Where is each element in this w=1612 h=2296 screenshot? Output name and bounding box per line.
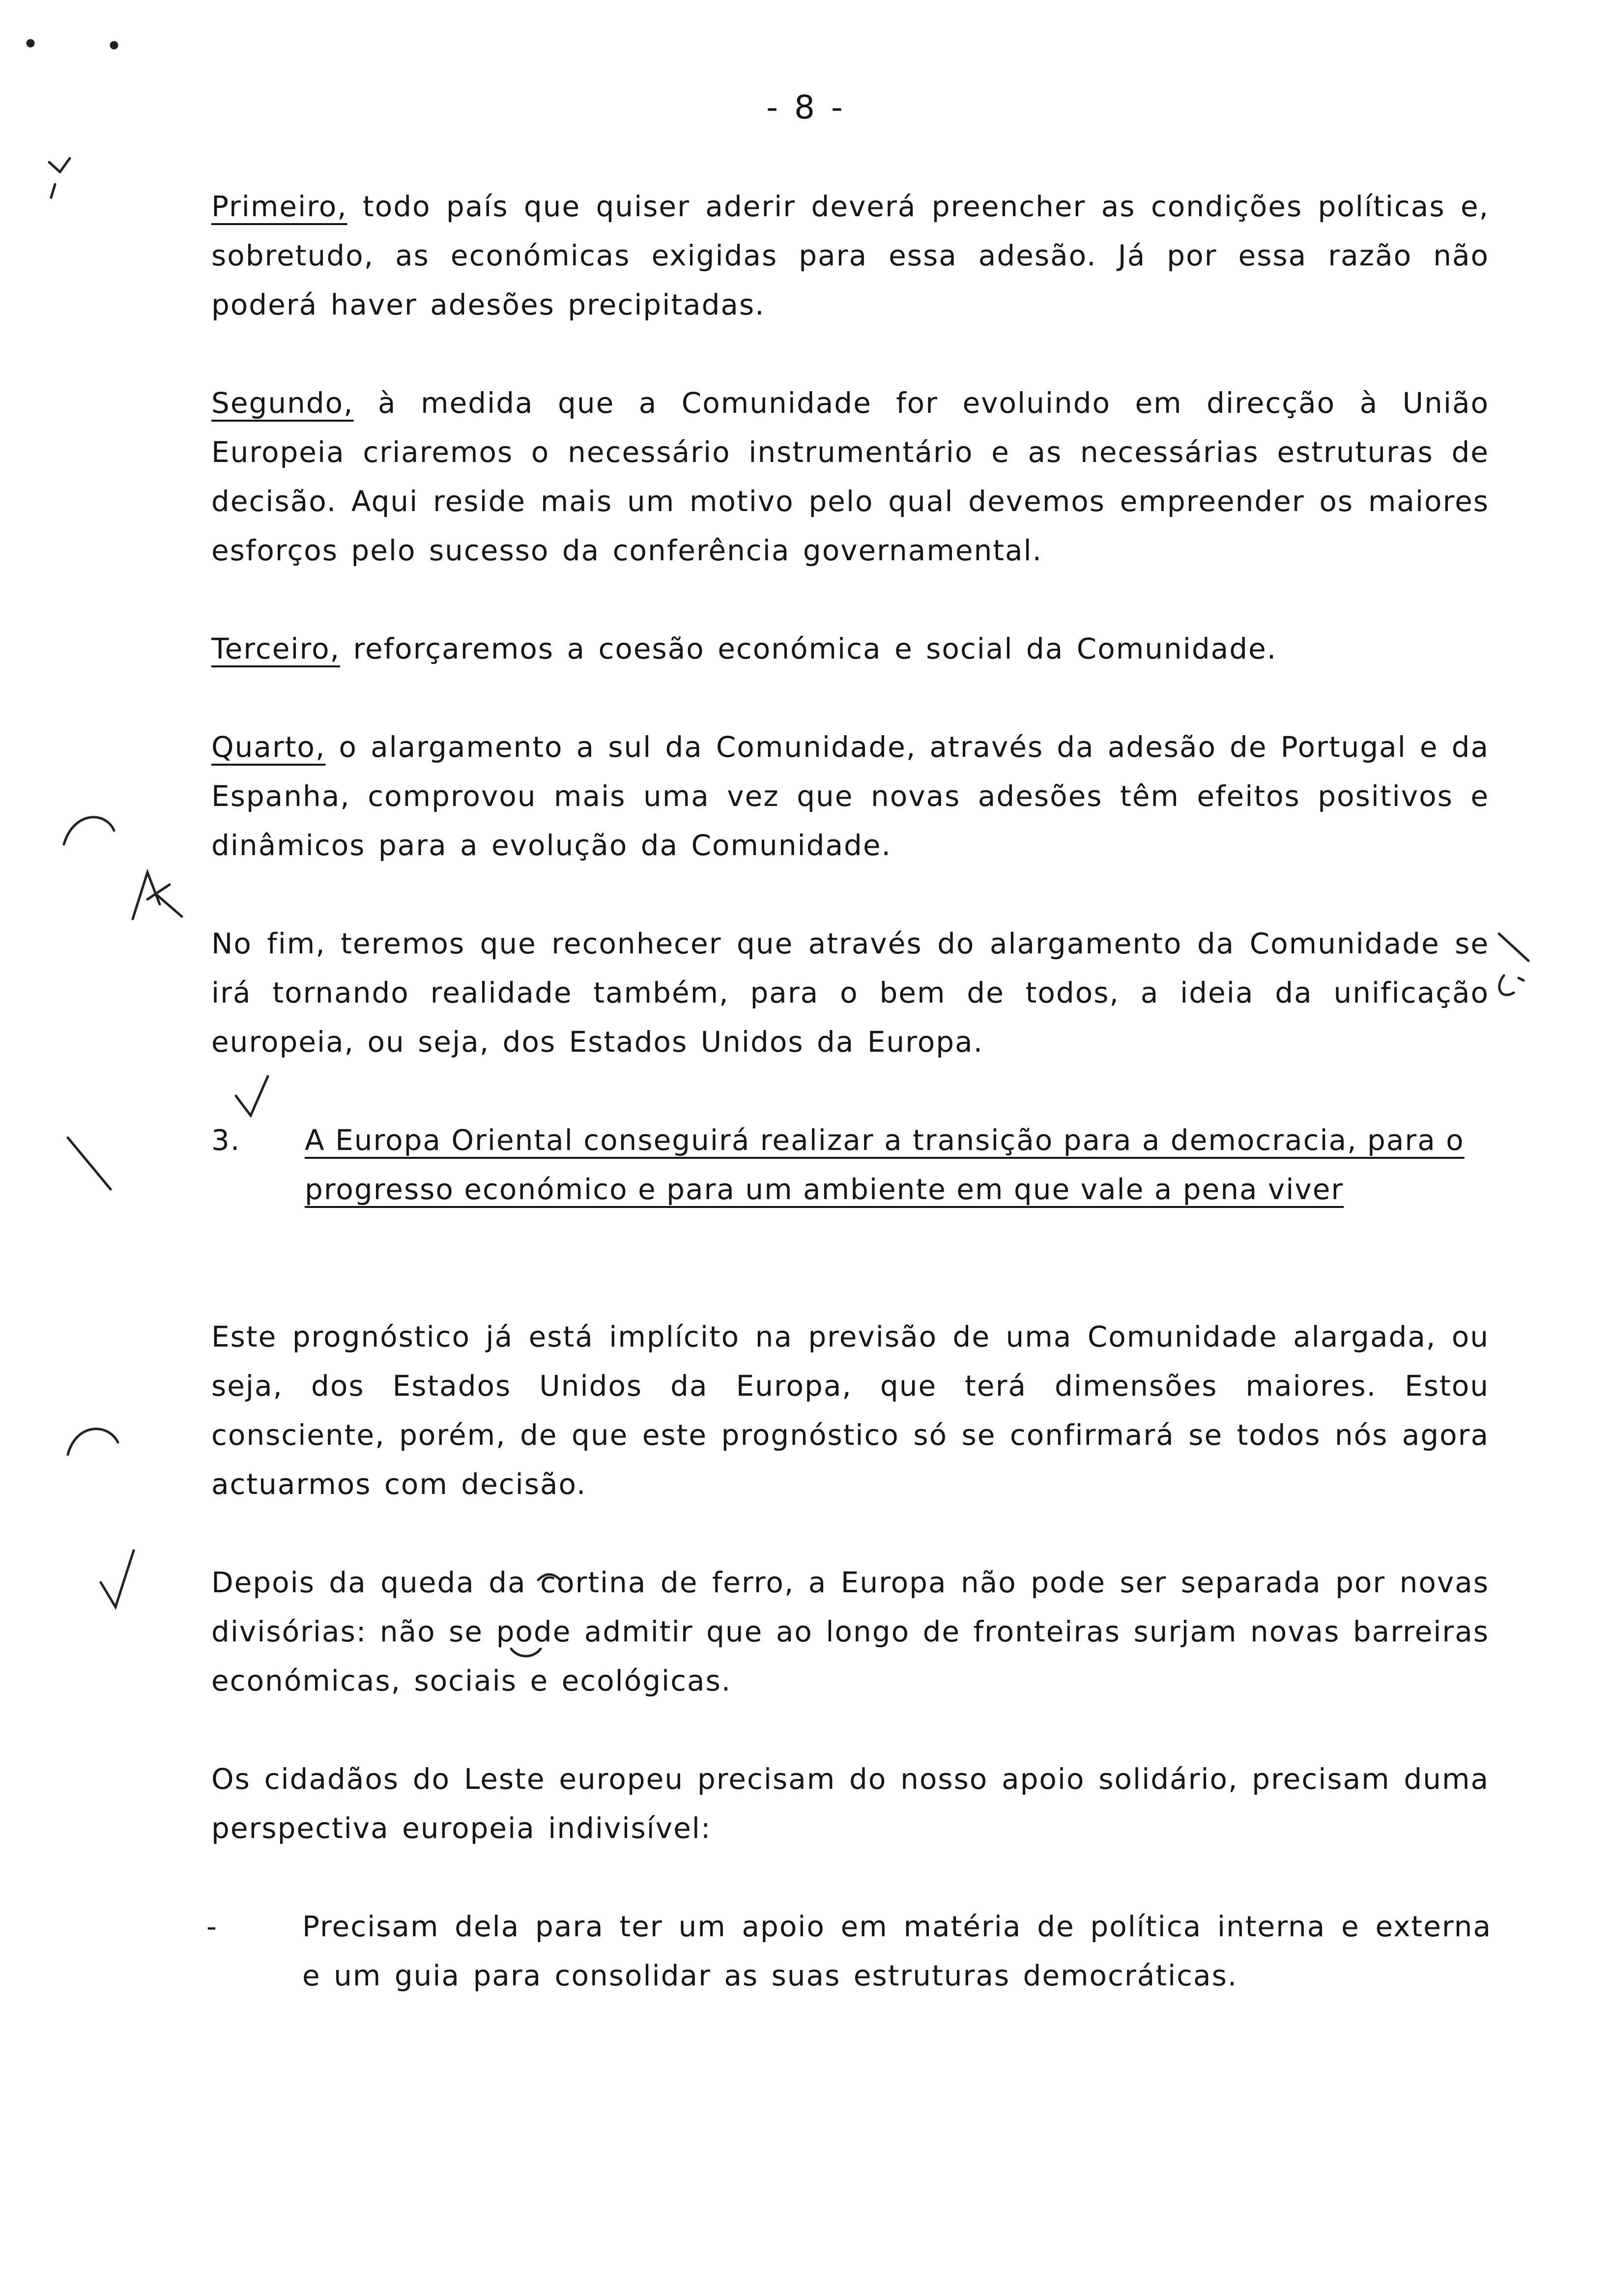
paragraph-body-prognostico: Este prognóstico já está implícito na previsão de uma Comunidade alargada, ou seja, dos Estados Unidos da Europa, que terá dimensões maiores. Estou consciente, porém, de que este prognóstico só se confirmará se todos nós agora actuarmos com decisão. [211,1320,1489,1501]
paragraph-body-no-fim: No fim, teremos que reconhecer que através do alargamento da Comunidade se irá tornando realidade também, para o bem de todos, a ideia da unificação europeia, ou seja, dos Estados Unidos da Europa. [211,927,1489,1059]
paragraph-body-quarto: o alargamento a sul da Comunidade, através da adesão de Portugal e da Espanha, comprovou mais uma vez que novas adesões têm efeitos positivos e dinâmicos para a evolução da Comunidade. [211,730,1489,862]
slash-mark-right [1499,934,1528,961]
tick-mark-top [49,158,70,198]
bullet-dash: - [206,1910,218,1943]
bracket-arc-mark-2 [68,1429,118,1455]
slash-mark-left [68,1138,111,1189]
paragraph-lead-quarto: Quarto, [211,730,326,764]
section-number: 3. [211,1123,241,1157]
caret-mark [511,1649,541,1656]
paragraph-body-terceiro: reforçaremos a coesão económica e social da Comunidade. [340,632,1277,665]
paragraph-lead-terceiro: Terceiro, [211,632,341,665]
paragraph-body-primeiro: todo país que quiser aderir deverá preencher as condições políticas e, sobretudo, as económicas exigidas para essa adesão. Já por essa razão não poderá haver adesões precipitadas. [211,190,1489,321]
overline-mark [538,1575,560,1580]
tick-mark-section [236,1076,268,1116]
check-mark [101,1550,134,1607]
paragraph-body-cidadaos: Os cidadãos do Leste europeu precisam do nosso apoio solidário, precisam duma perspectiva europeia indivisível: [211,1762,1489,1845]
page-number: - 8 - [766,88,846,126]
paragraph-body-segundo: à medida que a Comunidade for evoluindo em direcção à União Europeia criaremos o necessário instrumentário e as necessárias estruturas de decisão. Aqui reside mais um motivo pelo qual devemos empreender os maiores esforços pelo sucesso da conferência governamental. [211,386,1489,567]
bracket-arc-mark [64,817,114,844]
bullet-text: Precisam dela para ter um apoio em matéria de política interna e externa e um guia para consolidar as suas estruturas democráticas. [302,1910,1492,1992]
scan-dot-mark [28,40,33,46]
margin-symbol-mark [133,872,182,919]
scan-dot-mark-2 [111,42,117,48]
section-title: A Europa Oriental conseguirá realizar a transição para a democracia, para o progresso económico e para um ambiente em que vale a pena viver [305,1123,1465,1206]
paragraph-lead-segundo: Segundo, [211,386,354,420]
paragraph-body-cortina-de-ferro: Depois da queda da cortina de ferro, a Europa não pode ser separada por novas divisórias: não se pode admitir que ao longo de fronteiras surjam novas barreiras económicas, sociais e ecológicas. [211,1566,1489,1697]
paragraph-lead-primeiro: Primeiro, [211,190,347,223]
margin-mark-right [1499,976,1524,995]
